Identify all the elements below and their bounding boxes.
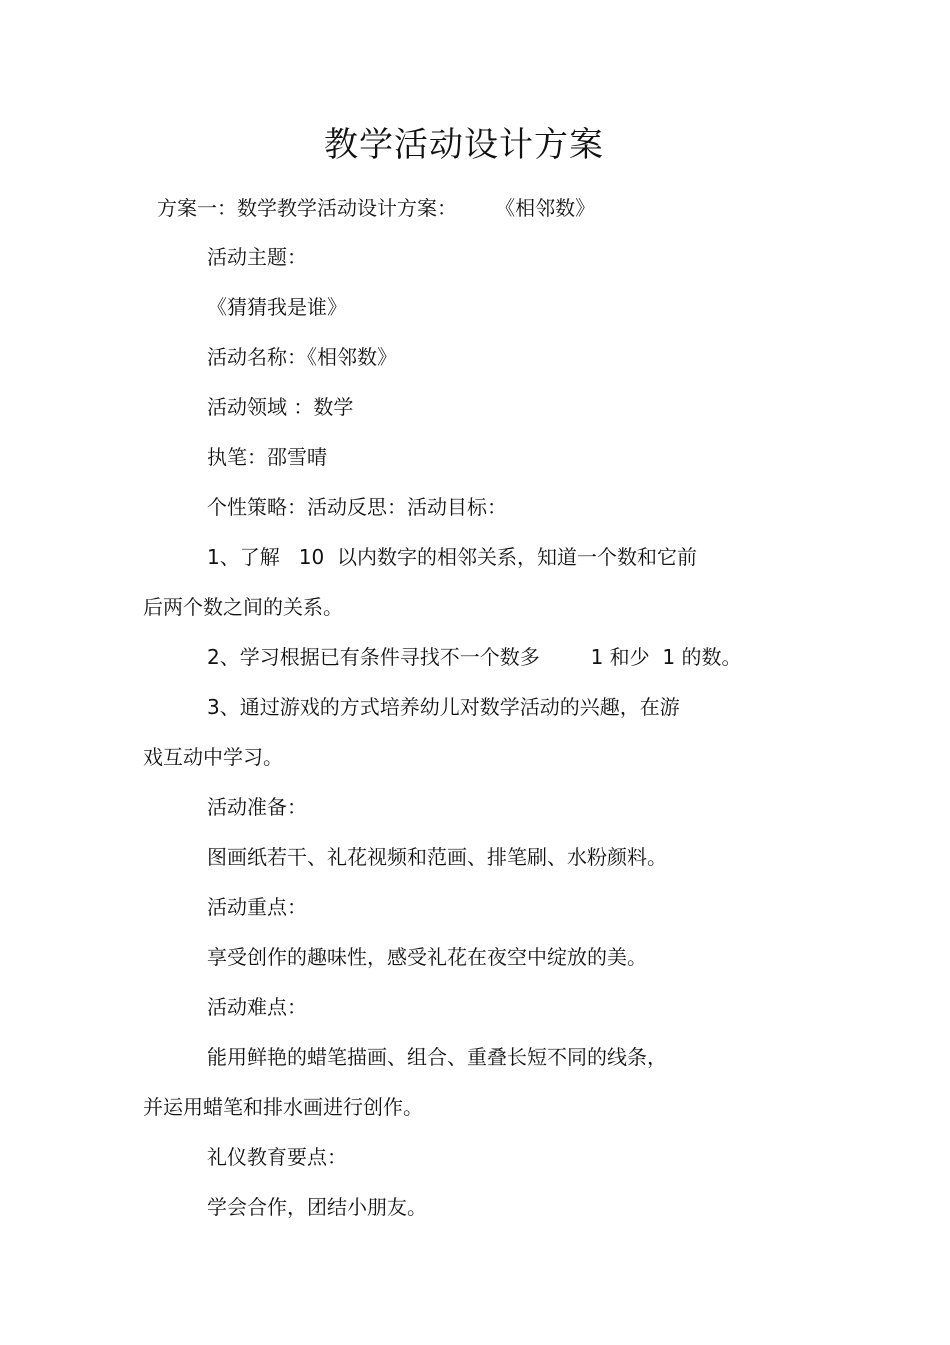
difficulty-label: 活动难点： <box>207 995 307 1019</box>
goal-3-line-2: 戏互动中学习。 <box>143 745 283 769</box>
author: 执笔：邵雪晴 <box>207 445 327 469</box>
strategy-reflection-goals: 个性策略：活动反思：活动目标： <box>207 495 507 519</box>
etiquette-label: 礼仪教育要点： <box>207 1145 347 1169</box>
goal-1-line-2: 后两个数之间的关系。 <box>143 595 343 619</box>
goal-3-line-1: 3、通过游戏的方式培养幼儿对数学活动的兴趣，在游 <box>207 695 680 719</box>
difficulty-line-2: 并运用蜡笔和排水画进行创作。 <box>143 1095 423 1119</box>
key-point-value: 享受创作的趣味性，感受礼花在夜空中绽放的美。 <box>207 945 647 969</box>
etiquette-value: 学会合作，团结小朋友。 <box>207 1195 427 1219</box>
activity-name: 活动名称：《相邻数》 <box>207 345 397 369</box>
activity-domain: 活动领域 ：数学 <box>207 395 354 419</box>
plan-heading: 方案一：数学教学活动设计方案： 《相邻数》 <box>157 196 596 220</box>
activity-theme-label: 活动主题： <box>207 245 307 269</box>
goal-2: 2、学习根据已有条件寻找不一个数多 1 和少 1 的数。 <box>207 645 742 669</box>
goal-1-line-1: 1、了解 10 以内数字的相邻关系，知道一个数和它前 <box>207 545 697 569</box>
preparation-label: 活动准备： <box>207 795 307 819</box>
document-title: 教学活动设计方案 <box>324 125 604 165</box>
activity-theme-value: 《猜猜我是谁》 <box>207 295 347 319</box>
difficulty-line-1: 能用鲜艳的蜡笔描画、组合、重叠长短不同的线条， <box>207 1045 667 1069</box>
preparation-value: 图画纸若干、礼花视频和范画、排笔刷、水粉颜料。 <box>207 845 667 869</box>
key-point-label: 活动重点： <box>207 895 307 919</box>
